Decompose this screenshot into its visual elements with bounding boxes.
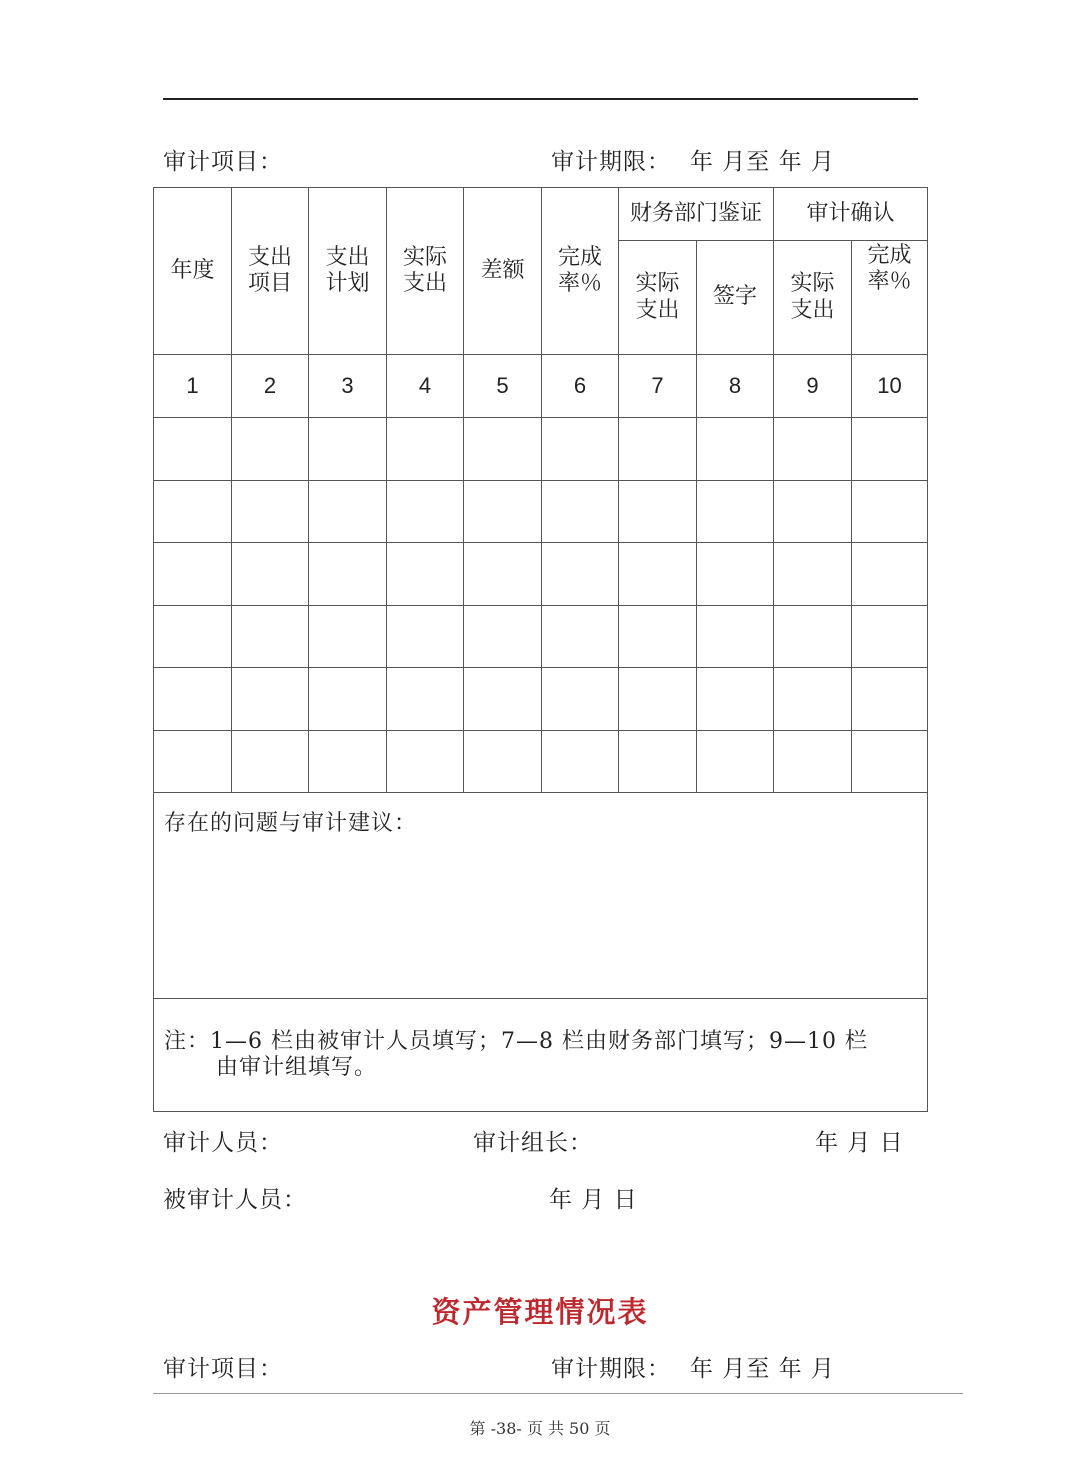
header-finance-group: 财务部门鉴证: [619, 188, 774, 241]
column-number: 2: [232, 355, 309, 418]
project-label: 审计项目：: [163, 149, 283, 175]
column-number: 10: [852, 355, 928, 418]
date-field-2: 年 月 日: [549, 1187, 638, 1213]
column-number-row: [154, 355, 928, 418]
blank-data-row[interactable]: [154, 731, 928, 793]
blank-data-row[interactable]: [154, 481, 928, 543]
column-number: 3: [309, 355, 387, 418]
blank-data-row[interactable]: [154, 543, 928, 606]
blank-data-row[interactable]: [154, 418, 928, 481]
audit-meta-line: [163, 143, 923, 183]
blank-data-row[interactable]: [154, 668, 928, 731]
note-line-1: 注：1—6 栏由被审计人员填写；7—8 栏由财务部门填写；9—10 栏: [164, 1028, 868, 1054]
header-finance-sign: 签字: [697, 241, 774, 355]
column-number: 9: [774, 355, 852, 418]
header-rate: 完成 率％: [542, 188, 619, 355]
issues-label: 存在的问题与审计建议：: [164, 811, 418, 836]
leader-label: 审计组长：: [473, 1130, 593, 1156]
note-line-2: 由审计组填写。: [216, 1055, 378, 1080]
asset-meta-line: [163, 1350, 923, 1390]
table-note: [154, 999, 928, 1112]
period-label-2: 审计期限：: [551, 1356, 671, 1382]
signature-line-1: [163, 1124, 923, 1164]
column-number: 7: [619, 355, 697, 418]
column-number: 5: [464, 355, 542, 418]
header-audit-actual: 实际 支出: [774, 241, 852, 355]
header-actual: 实际 支出: [387, 188, 464, 355]
auditee-label: 被审计人员：: [163, 1187, 307, 1213]
period-label: 审计期限：: [551, 149, 671, 175]
date-field-1: 年 月 日: [815, 1130, 904, 1156]
signature-line-2: [163, 1181, 923, 1221]
page-number: 第 -38- 页 共 50 页: [469, 1419, 611, 1438]
header-audit-rate: 完成 率％: [852, 241, 928, 355]
period-value-2: 年 月至 年 月: [690, 1356, 835, 1382]
column-number: 4: [387, 355, 464, 418]
blank-data-row[interactable]: [154, 606, 928, 668]
header-finance-actual: 实际 支出: [619, 241, 697, 355]
period-value: 年 月至 年 月: [690, 149, 835, 175]
header-item: 支出 项目: [232, 188, 309, 355]
auditor-label: 审计人员：: [163, 1130, 283, 1156]
column-number: 1: [154, 355, 232, 418]
header-rule: [163, 98, 918, 100]
header-diff: 差额: [464, 188, 542, 355]
column-number: 6: [542, 355, 619, 418]
asset-section-title: 资产管理情况表: [431, 1295, 649, 1329]
audit-table: [153, 187, 928, 1112]
header-audit-group: 审计确认: [774, 188, 928, 241]
header-plan: 支出 计划: [309, 188, 387, 355]
footer-rule: [153, 1393, 963, 1394]
issues-suggestions-box[interactable]: [154, 793, 928, 999]
column-number: 8: [697, 355, 774, 418]
header-year: 年度: [154, 188, 232, 355]
project-label-2: 审计项目：: [163, 1356, 283, 1382]
